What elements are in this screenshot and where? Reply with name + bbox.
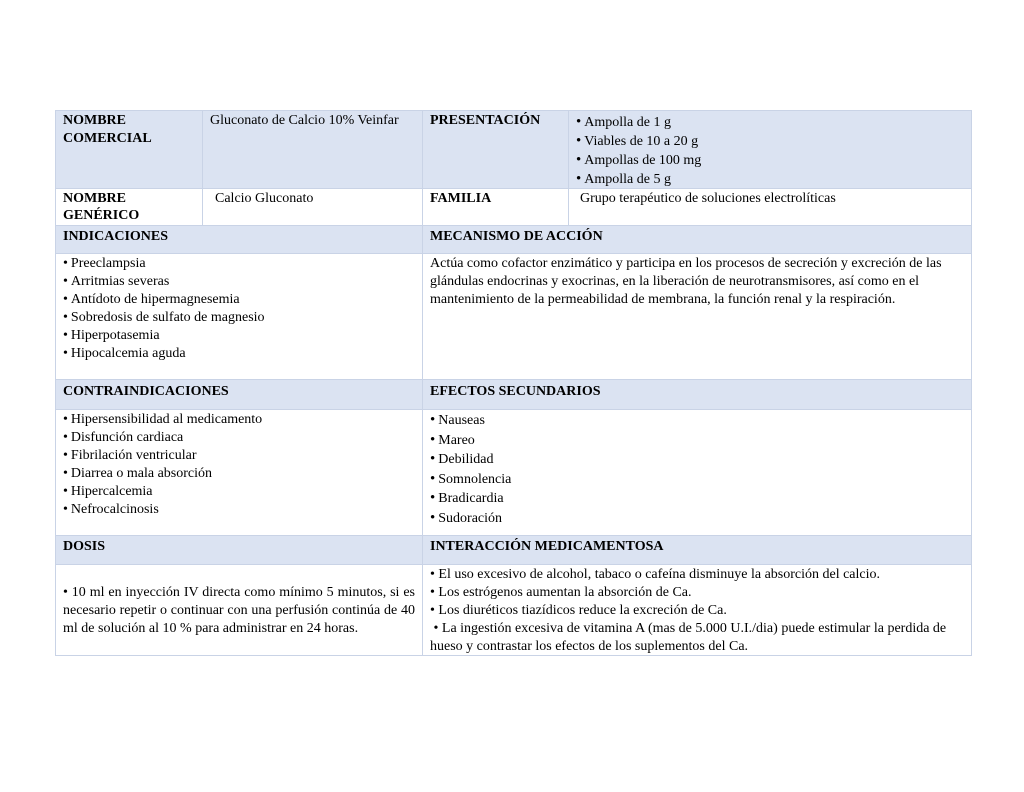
interaccion-item: • La ingestión excesiva de vitamina A (mas de 5.000 U.I./dia) puede estimular la perdida de hueso y contrastar los efectos de los suplementos del Ca. [430, 621, 950, 654]
contraindicaciones-item: • Hipersensibilidad al medicamento [63, 411, 415, 429]
nombre-comercial-value: Gluconato de Calcio 10% Veinfar [202, 111, 422, 188]
efectos-item: • Somnolencia [430, 470, 964, 490]
row-indicaciones-header [55, 226, 972, 254]
efectos-item: • Nauseas [430, 411, 964, 431]
indicaciones-item: • Arritmias severas [63, 273, 415, 291]
contraindicaciones-item: • Nefrocalcinosis [63, 501, 415, 519]
row-indicaciones-content [55, 254, 972, 380]
row-contraindicaciones-header [55, 380, 972, 410]
contraindicaciones-item: • Hipercalcemia [63, 483, 415, 501]
efectos-cell [422, 410, 972, 535]
presentacion-cell [568, 111, 972, 188]
contraindicaciones-item: • Diarrea o mala absorción [63, 465, 415, 483]
indicaciones-item: • Preeclampsia [63, 255, 415, 273]
indicaciones-item: • Sobredosis de sulfato de magnesio [63, 309, 415, 327]
efectos-label: EFECTOS SECUNDARIOS [422, 380, 972, 409]
interaccion-item: • El uso excesivo de alcohol, tabaco o cafeína disminuye la absorción del calcio. [430, 567, 881, 582]
interaccion-item: • Los estrógenos aumentan la absorción de Ca. [430, 585, 692, 600]
efectos-item: • Sudoración [430, 509, 964, 529]
indicaciones-item: • Hiperpotasemia [63, 327, 415, 345]
contraindicaciones-cell [55, 410, 422, 535]
contraindicaciones-label: CONTRAINDICACIONES [55, 380, 422, 409]
mecanismo-label: MECANISMO DE ACCIÓN [422, 226, 972, 253]
nombre-generico-value: Calcio Gluconato [202, 189, 422, 225]
row-dosis-header [55, 536, 972, 565]
presentacion-list [576, 112, 964, 189]
efectos-item: • Debilidad [430, 450, 964, 470]
dosis-label: DOSIS [55, 536, 422, 564]
presentacion-item: • Ampolla de 5 g [576, 170, 964, 189]
mecanismo-text: Actúa como cofactor enzimático y participa en los procesos de secreción y excreción de las glándulas endocrinas y exocrinas, en la liberación de neurotransmisores, así como en el mantenimiento de la permeabilidad de membrana, la función renal y la respiración. [422, 254, 972, 379]
efectos-item: • Mareo [430, 431, 964, 451]
familia-label: FAMILIA [422, 189, 568, 225]
indicaciones-item: • Antídoto de hipermagnesemia [63, 291, 415, 309]
contraindicaciones-item: • Fibrilación ventricular [63, 447, 415, 465]
row-nombre-generico [55, 189, 972, 226]
interaccion-cell [422, 565, 972, 655]
indicaciones-label: INDICACIONES [55, 226, 422, 253]
presentacion-item: • Viables de 10 a 20 g [576, 132, 964, 151]
efectos-item: • Bradicardia [430, 489, 964, 509]
drug-info-table [55, 110, 972, 656]
indicaciones-cell [55, 254, 422, 379]
familia-value: Grupo terapéutico de soluciones electrolíticas [568, 189, 972, 225]
presentacion-item: • Ampolla de 1 g [576, 113, 964, 132]
row-contraindicaciones-content [55, 410, 972, 536]
interaccion-label: INTERACCIÓN MEDICAMENTOSA [422, 536, 972, 564]
presentacion-label: PRESENTACIÓN [422, 111, 568, 188]
presentacion-item: • Ampollas de 100 mg [576, 151, 964, 170]
indicaciones-list [63, 255, 415, 363]
interaccion-item: • Los diuréticos tiazídicos reduce la excreción de Ca. [430, 603, 727, 618]
dosis-text: • 10 ml en inyección IV directa como mínimo 5 minutos, si es necesario repetir o continuar con una perfusión continúa de 40 ml de solución al 10 % para administrar en 24 horas. [55, 565, 422, 655]
efectos-list [430, 411, 964, 528]
contraindicaciones-list [63, 411, 415, 519]
indicaciones-item: • Hipocalcemia aguda [63, 345, 415, 363]
nombre-comercial-label: NOMBRE COMERCIAL [55, 111, 202, 188]
contraindicaciones-item: • Disfunción cardiaca [63, 429, 415, 447]
row-dosis-content [55, 565, 972, 656]
nombre-generico-label: NOMBRE GENÉRICO [55, 189, 202, 225]
row-nombre-comercial [55, 110, 972, 189]
